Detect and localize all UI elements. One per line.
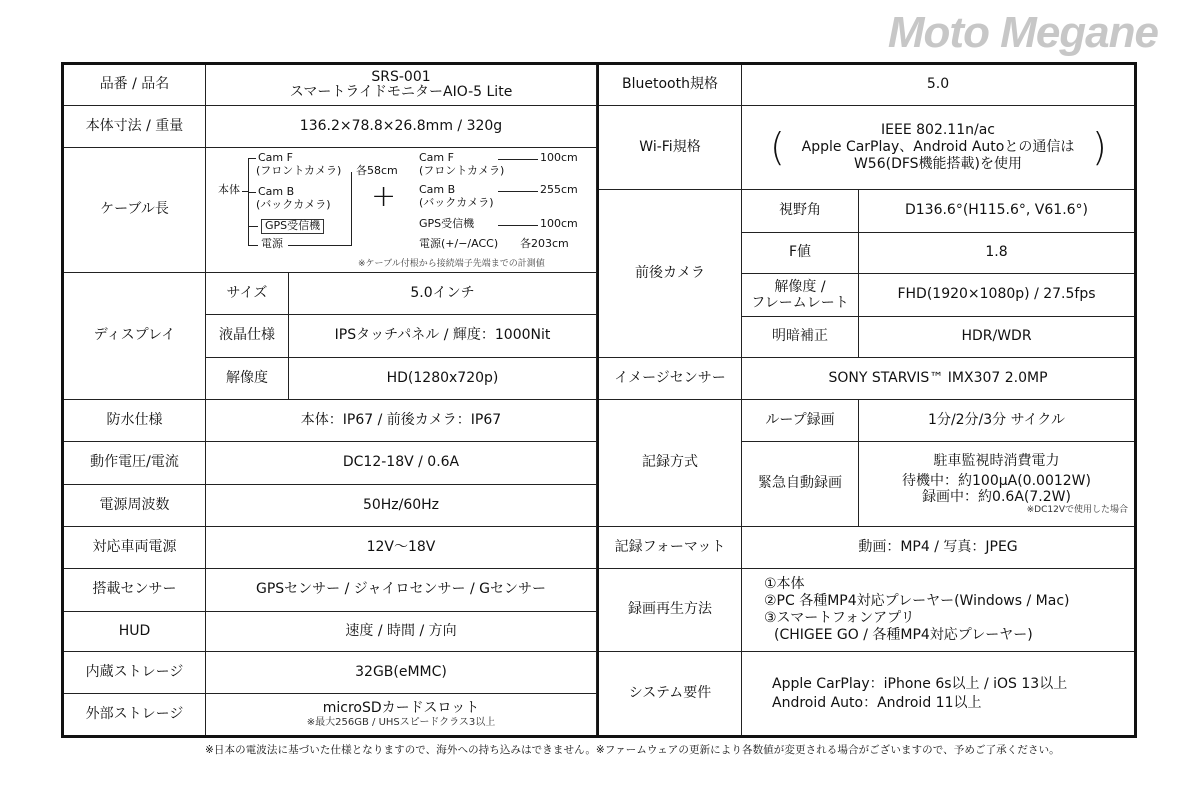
camera-res-value-text: FHD(1920×1080p) / 27.5fps bbox=[897, 286, 1096, 303]
cable-camf: Cam F bbox=[258, 151, 293, 164]
frequency-value: 50Hz/60Hz bbox=[362, 496, 440, 513]
camera-res-label bbox=[742, 274, 859, 317]
model-label bbox=[64, 65, 206, 106]
camera-res-value bbox=[859, 274, 1134, 317]
wifi-note-line1: Apple CarPlay、Android Autoとの通信は bbox=[801, 139, 1075, 156]
row-value bbox=[206, 527, 597, 569]
cable-line bbox=[248, 226, 258, 227]
loop-label bbox=[742, 400, 859, 442]
system-android: Android Auto：Android 11以上 bbox=[772, 694, 982, 711]
row-label bbox=[64, 652, 206, 694]
cable-r-camb-len: 255cm bbox=[540, 183, 578, 196]
display-panel-value-text: IPSタッチパネル / 輝度：1000Nit bbox=[334, 327, 551, 344]
image-sensor-value bbox=[742, 358, 1134, 400]
cable-line bbox=[248, 158, 249, 246]
storage-value: 32GB(eMMC) bbox=[355, 663, 447, 680]
system-label-text: システム要件 bbox=[628, 684, 712, 701]
system-label bbox=[599, 652, 742, 735]
wifi-label bbox=[599, 106, 742, 190]
emergency-standby: 待機中：約100μA(0.0012W) bbox=[902, 472, 1091, 489]
cable-each58: 各58cm bbox=[356, 164, 398, 177]
cable-r-camb-sub: (バックカメラ) bbox=[419, 196, 494, 209]
bt-value-text: 5.0 bbox=[926, 76, 950, 93]
display-label-text: ディスプレイ bbox=[93, 327, 176, 344]
format-value-text: 動画：MP4 / 写真：JPEG bbox=[858, 538, 1018, 555]
emergency-title: 駐車監視時消費電力 bbox=[933, 452, 1060, 469]
display-res-value bbox=[289, 358, 597, 400]
emergency-label-text: 緊急自動録画 bbox=[758, 475, 842, 492]
format-label-text: 記録フォーマット bbox=[614, 538, 726, 555]
display-panel-label-text: 液晶仕様 bbox=[219, 327, 275, 344]
hud-label: HUD bbox=[118, 622, 151, 639]
row-value bbox=[206, 400, 597, 442]
brand-logo: Moto Megane bbox=[887, 8, 1158, 57]
cable-r-power-len: 各203cm bbox=[520, 237, 569, 250]
wifi-label-text: Wi-Fi規格 bbox=[639, 138, 701, 155]
camera-label bbox=[599, 190, 742, 358]
cable-camb: Cam B bbox=[258, 185, 295, 198]
storage-label: 内蔵ストレージ bbox=[85, 663, 184, 680]
playback-line: (CHIGEE GO / 各種MP4対応プレーヤー) bbox=[774, 626, 1033, 643]
size-label bbox=[64, 106, 206, 148]
wifi-paren-close: ) bbox=[1092, 125, 1107, 169]
cable-body: 本体 bbox=[218, 183, 240, 196]
emergency-value bbox=[859, 442, 1134, 527]
playback-line: ①本体 bbox=[764, 576, 805, 593]
size-value-text: 136.2×78.8×26.8mm / 320g bbox=[299, 117, 503, 134]
cable-label bbox=[64, 148, 206, 273]
cable-r-camf-sub: (フロントカメラ) bbox=[419, 164, 505, 177]
bt-label-text: Bluetooth規格 bbox=[622, 76, 718, 93]
display-size-value-text: 5.0インチ bbox=[410, 284, 475, 301]
cable-camf-sub: (フロントカメラ) bbox=[256, 164, 342, 177]
waterproof-value: 本体：IP67 / 前後カメラ：IP67 bbox=[300, 411, 502, 428]
row-value bbox=[206, 485, 597, 527]
vehicle-power-value: 12V〜18V bbox=[366, 538, 436, 555]
footnote: ※日本の電波法に基づいた仕様となりますので、海外への持ち込みはできません。※ファームウェアの更新により各数値が変更される場合がございますので、予めご了承ください。 bbox=[205, 744, 1060, 756]
bt-label bbox=[599, 65, 742, 106]
display-label bbox=[64, 273, 206, 400]
image-sensor-label bbox=[599, 358, 742, 400]
model-label-text: 品番 / 品名 bbox=[99, 76, 170, 93]
display-size-label bbox=[206, 273, 289, 315]
display-size-value bbox=[289, 273, 597, 315]
ext-storage-value-text: microSDカードスロット bbox=[322, 700, 480, 717]
loop-value-text: 1分/2分/3分 サイクル bbox=[928, 411, 1065, 428]
voltage-label: 動作電圧/電流 bbox=[90, 454, 179, 471]
playback-value bbox=[742, 569, 1134, 652]
emergency-recording: 録画中：約0.6A(7.2W) bbox=[922, 488, 1071, 505]
frequency-label: 電源周波数 bbox=[99, 496, 170, 513]
row-label bbox=[64, 485, 206, 527]
playback-label bbox=[599, 569, 742, 652]
camera-f-label bbox=[742, 233, 859, 274]
rec-mode-label-text: 記録方式 bbox=[642, 454, 698, 471]
camera-fov-value-text: D136.6°(H115.6°, V61.6°) bbox=[904, 202, 1089, 219]
camera-res-label-text: 解像度 / フレームレート bbox=[751, 278, 849, 311]
cable-label-text: ケーブル長 bbox=[100, 201, 169, 218]
cable-r-power: 電源(+/−/ACC) bbox=[419, 237, 499, 250]
camera-f-value bbox=[859, 233, 1134, 274]
row-value bbox=[206, 442, 597, 485]
playback-line: ③スマートフォンアプリ bbox=[764, 610, 915, 626]
display-res-label bbox=[206, 358, 289, 400]
wifi-paren-open: ( bbox=[770, 125, 785, 169]
cable-bracket bbox=[351, 172, 352, 246]
playback-line: ②PC 各種MP4対応プレーヤー(Windows / Mac) bbox=[764, 593, 1070, 610]
image-sensor-value-text: SONY STARVIS™ IMX307 2.0MP bbox=[828, 369, 1048, 386]
cable-diagram bbox=[206, 148, 597, 273]
size-label-text: 本体寸法 / 重量 bbox=[85, 117, 184, 134]
camera-f-value-text: 1.8 bbox=[985, 244, 1008, 261]
display-size-label-text: サイズ bbox=[226, 284, 268, 301]
cable-line bbox=[248, 245, 258, 246]
format-label bbox=[599, 527, 742, 569]
camera-hdr-value-text: HDR/WDR bbox=[961, 328, 1032, 345]
display-panel-label bbox=[206, 315, 289, 358]
cable-r-gps-len: 100cm bbox=[540, 217, 578, 230]
waterproof-label: 防水仕様 bbox=[106, 411, 163, 428]
system-value bbox=[742, 652, 1134, 735]
sensor-value: GPSセンサー / ジャイロセンサー / Gセンサー bbox=[256, 581, 546, 598]
row-value bbox=[206, 569, 597, 612]
bt-value bbox=[742, 65, 1134, 106]
camera-f-label-text: F値 bbox=[788, 244, 812, 261]
loop-label-text: ループ録画 bbox=[765, 411, 835, 428]
model-name: スマートライドモニターAIO-5 Lite bbox=[289, 84, 513, 100]
row-label bbox=[64, 400, 206, 442]
camera-label-text: 前後カメラ bbox=[635, 264, 705, 281]
display-res-value-text: HD(1280x720p) bbox=[386, 369, 499, 386]
row-label bbox=[64, 527, 206, 569]
cable-leader bbox=[498, 225, 538, 226]
size-value bbox=[206, 106, 597, 148]
cable-leader bbox=[498, 159, 538, 160]
cable-r-gps: GPS受信機 bbox=[419, 217, 475, 230]
vehicle-power-label: 対応車両電源 bbox=[92, 538, 177, 555]
row-label bbox=[64, 442, 206, 485]
ext-storage-value bbox=[206, 694, 597, 735]
camera-hdr-label bbox=[742, 317, 859, 358]
row-value bbox=[206, 612, 597, 652]
row-value bbox=[206, 652, 597, 694]
row-label bbox=[64, 569, 206, 612]
loop-value bbox=[859, 400, 1134, 442]
ext-storage-note: ※最大256GB / UHSスピードクラス3以上 bbox=[306, 716, 496, 728]
camera-hdr-label-text: 明暗補正 bbox=[772, 328, 828, 345]
cable-leader bbox=[498, 191, 538, 192]
cable-line bbox=[248, 158, 256, 159]
camera-fov-label-text: 視野角 bbox=[779, 202, 821, 219]
camera-hdr-value bbox=[859, 317, 1134, 358]
camera-fov-label bbox=[742, 190, 859, 233]
sensor-label: 搭載センサー bbox=[92, 581, 177, 598]
cable-r-camb: Cam B bbox=[419, 183, 456, 196]
cable-r-camf-len: 100cm bbox=[540, 151, 578, 164]
cable-r-camf: Cam F bbox=[419, 151, 454, 164]
format-value bbox=[742, 527, 1134, 569]
plus-icon: + bbox=[371, 179, 397, 214]
model-value bbox=[206, 65, 597, 106]
emergency-note: ※DC12Vで使用した場合 bbox=[1026, 504, 1128, 515]
display-panel-value bbox=[289, 315, 597, 358]
cable-power: 電源 bbox=[261, 237, 283, 250]
ext-storage-label-text: 外部ストレージ bbox=[85, 705, 184, 722]
wifi-value bbox=[742, 106, 1134, 190]
cable-gps: GPS受信機 bbox=[261, 219, 324, 234]
system-carplay: Apple CarPlay：iPhone 6s以上 / iOS 13以上 bbox=[772, 676, 1068, 693]
cable-bracket bbox=[288, 245, 351, 246]
display-res-label-text: 解像度 bbox=[226, 369, 268, 386]
image-sensor-label-text: イメージセンサー bbox=[614, 369, 726, 386]
cable-note: ※ケーブル付根から接続端子先端までの計測値 bbox=[358, 259, 545, 269]
cable-line bbox=[248, 192, 256, 193]
rec-mode-label bbox=[599, 400, 742, 527]
hud-value: 速度 / 時間 / 方向 bbox=[345, 622, 457, 639]
camera-fov-value bbox=[859, 190, 1134, 233]
playback-label-text: 録画再生方法 bbox=[628, 601, 712, 618]
cable-camb-sub: (バックカメラ) bbox=[256, 198, 331, 211]
wifi-standard: IEEE 802.11n/ac bbox=[881, 122, 995, 139]
emergency-label bbox=[742, 442, 859, 527]
wifi-note-line2: W56(DFS機能搭載)を使用 bbox=[853, 155, 1023, 172]
voltage-value: DC12-18V / 0.6A bbox=[342, 454, 460, 471]
row-label bbox=[64, 612, 206, 652]
model-number: SRS-001 bbox=[371, 68, 431, 85]
ext-storage-label bbox=[64, 694, 206, 735]
